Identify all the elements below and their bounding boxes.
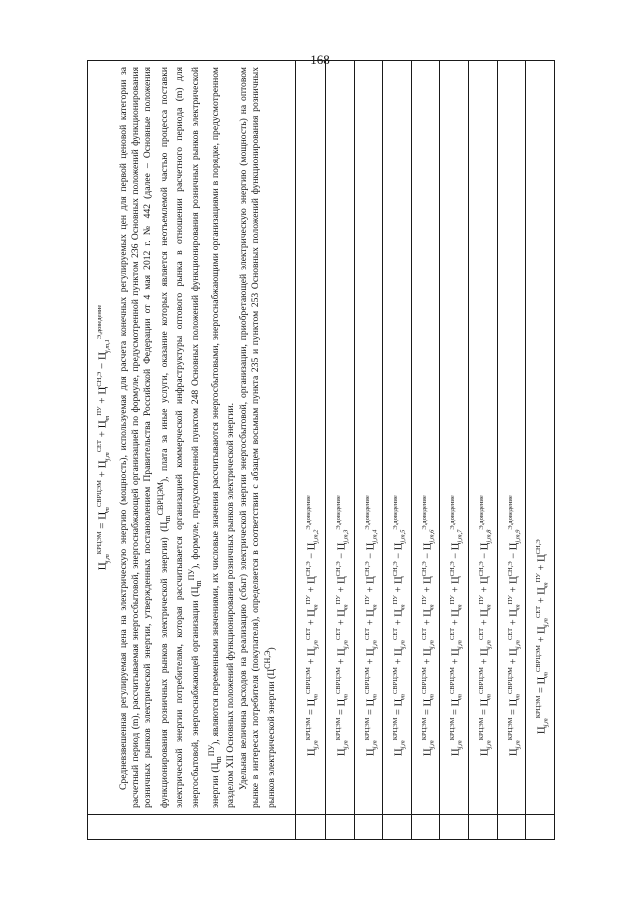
formula-6: $Ц_{j,m}^{КРЦЭМ} = Ц_m^{СВРЦЭМ} + Ц_{j,m}^{СЕТ} + Ц_m^{ПУ} + Ц^{СН,Э} - Ц_{j,m,6}^{Э,доведение}$: [420, 495, 436, 756]
table-row-main: [88, 61, 296, 840]
formula-total: $Ц_{j,m}^{КРЦЭМ} = Ц_m^{СВРЦЭМ} + Ц_{j,m}^{СЕТ} + Ц_m^{ПУ} + Ц^{СН,Э}$: [535, 539, 550, 734]
formula-5: $Ц_{j,m}^{КРЦЭМ} = Ц_m^{СВРЦЭМ} + Ц_{j,m}^{СЕТ} + Ц_m^{ПУ} + Ц^{СН,Э} - Ц_{j,m,5}^{Э,доведение}$: [392, 495, 407, 756]
formula-3: $Ц_{j,m}^{КРЦЭМ} = Ц_m^{СВРЦЭМ} + Ц_{j,m}^{СЕТ} + Ц_m^{ПУ} + Ц^{СН,Э} - Ц_{j,m,3}^{Э,доведение}$: [335, 495, 350, 756]
left-column-cell: [383, 815, 412, 840]
page-number: 168: [310, 52, 330, 67]
formula-cell: [497, 61, 526, 815]
formula-cell: [354, 61, 383, 815]
table-row: [383, 61, 412, 840]
table-row: [411, 61, 440, 840]
table-row: [296, 61, 326, 840]
left-column-cell: [526, 815, 555, 840]
formula-table: [87, 60, 555, 840]
formula-cell: [383, 61, 412, 815]
formula-2: $Ц_{j,m}^{КРЦЭМ} = Ц_m^{СВРЦЭМ} + Ц_{j,m}^{СЕТ} + Ц_m^{ПУ} + Ц^{СН,Э} - Ц_{j,m,2}^{Э,доведение}$: [305, 495, 320, 756]
description-cell: [88, 61, 296, 815]
left-column-cell: [497, 815, 526, 840]
formula-8: $Ц_{j,m}^{КРЦЭМ} = Ц_m^{СВРЦЭМ} + Ц_{j,m}^{СЕТ} + Ц_m^{ПУ} + Ц^{СН,Э} - Ц_{j,m,8}^{Э,доведение}$: [477, 495, 493, 756]
rotated-table-page: [87, 60, 550, 840]
table-row: [497, 61, 526, 840]
table-row: [440, 61, 469, 840]
formula-7: $Ц_{j,m}^{КРЦЭМ} = Ц_m^{СВРЦЭМ} + Ц_{j,m}^{СЕТ} + Ц_m^{ПУ} + Ц^{СН,Э} - Ц_{j,m,7}^{Э,доведение}$: [449, 495, 464, 756]
formula-9: $Ц_{j,m}^{КРЦЭМ} = Ц_m^{СВРЦЭМ} + Ц_{j,m}^{СЕТ} + Ц_m^{ПУ} + Ц^{СН,Э} - Ц_{j,m,9}^{Э,доведение}$: [506, 495, 522, 756]
table-row: [468, 61, 497, 840]
left-column-cell: [326, 815, 355, 840]
left-column-cell: [88, 815, 296, 840]
left-column-cell: [411, 815, 440, 840]
top-formula: $Ц_{j,m}^{КРЦЭМ} = Ц_m^{СВРЦЭМ} + Ц_{j,m}^{СЕТ} + Ц_m^{ПУ} + Ц^{СН,Э} - Ц_{j,m,1}^{Э,доведение}$: [96, 304, 111, 571]
formula-cell: [526, 61, 555, 815]
left-column-cell: [440, 815, 469, 840]
formula-cell: [326, 61, 355, 815]
formula-4: $Ц_{j,m}^{КРЦЭМ} = Ц_m^{СВРЦЭМ} + Ц_{j,m}^{СЕТ} + Ц_m^{ПУ} + Ц^{СН,Э} - Ц_{j,m,4}^{Э,доведение}$: [363, 495, 379, 756]
table-row: [354, 61, 383, 840]
left-column-cell: [468, 815, 497, 840]
paragraph-price-definition: Средневзвешенная регулируемая цена на электрическую энергию (мощность), используемая для расчета конечных регулируемых цен для первой ценовой категории за расчетный период (m), рассчитываемая энергосбытовой, энергоснабжающей организацией по формуле, предусмотренной пунктом 236 Основных положений функционирования розничных рынков электрической энергии, утвержденных постановлением Правительства Российской Федерации от 4 мая 2012 г. № 442 (далее – Основные положения функционирования розничных рынков электрической энергии) $(Ц_m^{СВРЦЭМ})$, плата за иные услуги, оказание которых является неотъемлемой частью процесса поставки электрической энергии потребителям, которая рассчитывается организацией коммерческой инфраструктуры оптового рынка в отношении расчетного периода (m) для энергосбытовой, энергоснабжающей организации $(Ц_m^{ПУ})$, формуле, предусмотренной пунктом 248 Основных положений функционирования розничных рынков электрической энергии $(Ц_m^{ПУ})$, являются переменными значениями, их числовые значения рассчитываются энергосбытовыми, энергоснабжающими организациями в порядке, предусмотренном разделом XII Основных положений функционирования розничных рынков электрической энергии.: [117, 67, 237, 808]
table-row: [326, 61, 355, 840]
left-column-cell: [296, 815, 326, 840]
formula-cell: [468, 61, 497, 815]
formula-cell: [440, 61, 469, 815]
paragraph-sales-expenses: Удельная величина расходов на реализацию (сбыт) электрической энергии энергосбытовой, организации, приобретающей электрическую энергию (мощность) на оптовом рынке в интересах потребителя (покупателя), определяется в соответствии с абзацем восьмым пункта 235 и пунктом 253 Основных положений функционирования розничных рынков электрической энергии $(Ц^{СН,Э})$: [237, 67, 278, 808]
left-column-cell: [354, 815, 383, 840]
formula-cell: [411, 61, 440, 815]
formula-cell: [296, 61, 326, 815]
table-row: [526, 61, 555, 840]
